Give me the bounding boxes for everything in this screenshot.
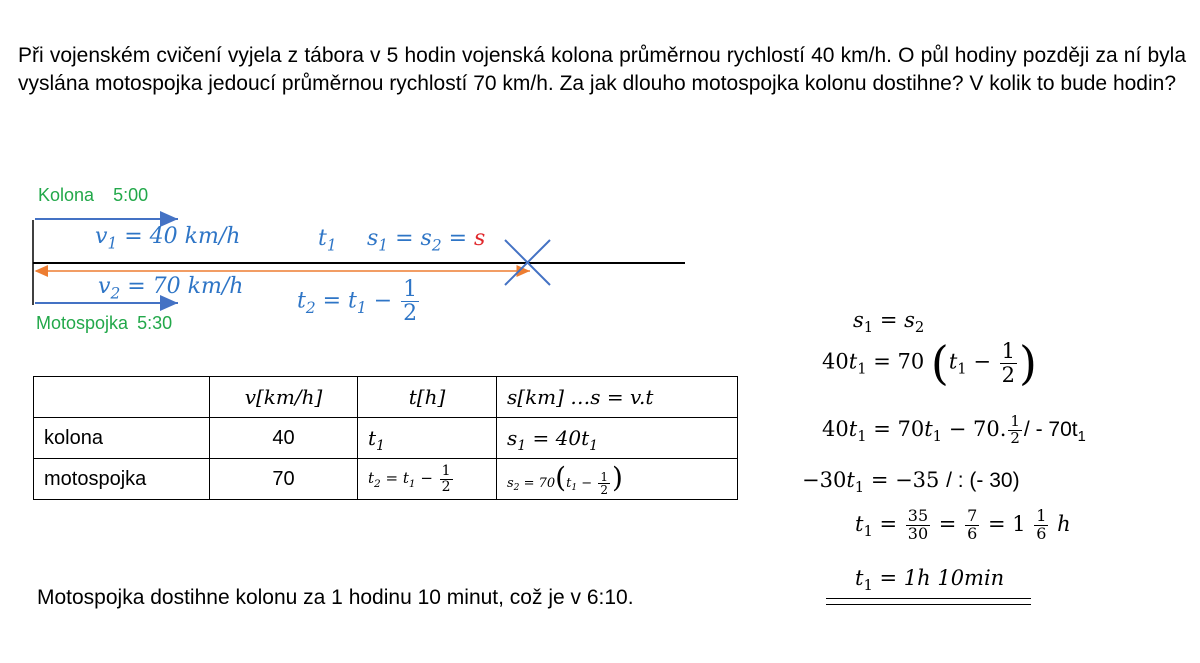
- step4-suffix: / : (- 30): [946, 469, 1020, 492]
- answer-underline-1: [826, 598, 1031, 599]
- row-t: $t_2 = t_1$ − $\frac{1}{2}$: [358, 459, 497, 500]
- motospojka-label: [36, 313, 172, 334]
- motospojka-name: Motospojka: [36, 313, 129, 333]
- data-table: [33, 376, 738, 500]
- row-v: 70: [210, 459, 358, 500]
- row-s: $s_1 = 40t_1$: [497, 418, 738, 459]
- table-row: [34, 459, 738, 500]
- row-v: 40: [210, 418, 358, 459]
- conclusion-text: Motospojka dostihne kolonu za 1 hodinu 10 minut, což je v 6:10.: [37, 586, 634, 609]
- motospojka-time: 5:30: [137, 313, 173, 333]
- solution-step-5: $t_1$ = $\frac{35}{30}$ = $\frac{7}{6}$ = 1 $\frac{1}{6}$ h: [855, 506, 1071, 543]
- header-v: v[km/h]: [210, 377, 358, 418]
- problem-text: Při vojenském cvičení vyjela z tábora v 5 hodin vojenská kolona průměrnou rychlostí 40 km/h. O půl hodiny později za ní byla vyslána motospojka jedoucí průměrnou rychlostí 70 km/h. Za jak dlouho motospojka kolonu dostihne? V kolik to bude hodin?: [18, 44, 1186, 95]
- solution-answer: $t_1 = 1h$ 10min: [855, 566, 1005, 595]
- row-s: $s_2 = 70(t_1$ − $\frac{1}{2}$ ): [497, 459, 738, 500]
- answer-value: 1h 10min: [903, 566, 1005, 590]
- solution-step-1: $s_1 = s_2$: [853, 308, 925, 337]
- header-empty: [34, 377, 210, 418]
- solution-step-3: $40t_1 = 70t_1 - 70$. $\frac{1}{2}$ / - $70t_1$: [822, 412, 1086, 447]
- answer-underline-2: [826, 604, 1031, 605]
- header-t: t[h]: [358, 377, 497, 418]
- row-name: motospojka: [34, 459, 210, 500]
- row-t: $t_1$: [358, 418, 497, 459]
- row-name: kolona: [34, 418, 210, 459]
- distance-equality: $s_1 = s_2 = s$: [367, 226, 486, 255]
- solution-step-2: $40t_1 = 70$ ($t_1$ − $\frac{1}{2}$ ): [822, 336, 1037, 390]
- solution-step-4: $-30t_1 = -35$ / : (- 30): [802, 468, 1020, 497]
- v1-value: 40 km/h: [149, 224, 241, 249]
- v1-label: $v_1 = 40$ km/h: [95, 224, 241, 253]
- kolona-name: Kolona: [38, 185, 95, 205]
- table-row: [34, 418, 738, 459]
- t2-expression: $t_2 = t_1$ − $\frac{1}{2}$: [297, 277, 418, 327]
- kolona-time: 5:00: [113, 185, 149, 205]
- v2-label: $v_2 = 70$ km/h: [98, 274, 244, 303]
- header-s: s[km] …s = v.t: [497, 377, 738, 418]
- table-header-row: [34, 377, 738, 418]
- t1-label: $t_1$: [318, 226, 337, 255]
- step3-suffix: / - 70t: [1023, 417, 1078, 441]
- v2-value: 70 km/h: [152, 274, 244, 299]
